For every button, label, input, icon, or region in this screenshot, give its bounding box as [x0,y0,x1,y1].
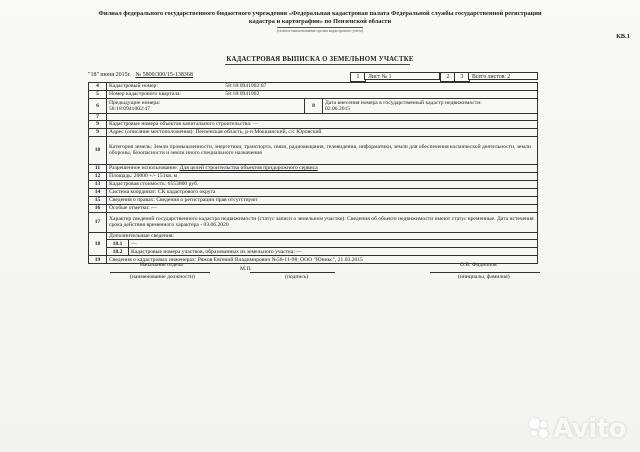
org-name-line1: Филиал федерального государственного бюджетного учреждения «Федеральная кадастровая палата Федеральной службы государственной регистрации [98,10,542,17]
cell-n3: 3 [454,72,470,82]
row-subnumber: 18.2 [107,248,129,256]
row-label: Предыдущие номера: [109,99,161,106]
row-number: 14 [89,188,107,196]
row-number: 10 [89,136,107,164]
sheet-number-label: Лист № [368,74,388,80]
row-label: Разрешенное использование: [109,165,179,172]
land-category-value: Земли промышленности, энергетики, транспорта, связи, радиовещания, телевидения, информатики, земли для обеспечения космической деятельности, земли обороны, безопасности и земли иного специального назначения [109,143,531,157]
row-content [107,180,538,188]
table-row [89,136,538,164]
row-label: Особые отметки: [109,205,150,212]
engineer-info-value: Ряжов Евгений Владимирович №58-11-98, ООО "Юникс", 21.03.2015 [197,256,363,263]
table-row [89,248,538,256]
row-content: Дополнительные сведения: [107,232,538,239]
document-date-number [88,72,193,78]
sheet-number-cell [364,72,440,80]
signatory-position: Начальник отдела [140,262,183,268]
row-label: Характер сведений государственного кадастра недвижимости (статус записи о земельном участке): [109,215,346,222]
table-row [89,204,538,212]
total-sheets-label: Всего листов: [472,74,506,80]
table-row [89,83,538,91]
row-content [107,99,305,114]
table-row [89,121,538,128]
table-row [89,180,538,188]
row-number: 17 [89,212,107,232]
permitted-use-value: Для целей строительства объектов придорожного сервиса [179,165,318,172]
previous-numbers-value: 58:18:0941002:47 [109,106,151,112]
document-top-line [88,72,538,80]
capital-objects-value: — [252,121,259,128]
signature-line [250,272,335,273]
row-content [107,164,538,172]
row-content [107,172,538,180]
row-label: Кадастровый номер: [109,83,158,90]
row-number: 9 [89,128,107,136]
document-title: КАДАСТРОВАЯ ВЫПИСКА О ЗЕМЕЛЬНОМ УЧАСТКЕ [226,56,414,63]
signatory-name: О.В. Фидиппов [460,262,497,268]
table-row [89,232,538,239]
row-number: 18 [89,232,107,255]
row-content: — [129,240,538,248]
table-row [89,196,538,204]
row-number: 16 [89,204,107,212]
position-caption: (наименование должности) [130,274,196,280]
signature-caption: (подпись) [285,274,309,280]
row-number: 11 [89,164,107,172]
table-row [89,114,538,121]
row-label: Система координат: [109,189,157,196]
row-content [129,248,538,256]
row-content [107,121,538,128]
cadastral-value-amount: 6553800 руб. [167,181,199,188]
row-label: Категория земель: [109,143,153,150]
row-label: Кадастровые номера участков, образованных из земельного участка: [131,248,295,255]
document-header [80,10,560,35]
row-number: 5 [89,91,107,99]
row-content [107,114,538,121]
address-value: Пензенская область, р-н Мокшанский, с/с Юровский [195,129,322,136]
row-subnumber: 18.1 [107,240,129,248]
sheet-number-value: 1 [388,74,392,80]
row-number: 19 [89,256,107,264]
total-sheets-value: 2 [507,74,511,80]
table-row [89,188,538,196]
row-number: 9 [89,121,107,128]
table-row [89,91,538,99]
seal-place: М.П. [240,266,252,272]
row-content [323,99,538,114]
area-value: 20000 +/- 151кв. м [133,173,178,180]
table-row [89,240,538,248]
row-label: Кадастровая стоимость: [109,181,167,188]
entry-date-value: 02.06.2015 [325,106,351,112]
special-marks-value: — [151,205,157,212]
row-number: 13 [89,180,107,188]
cadastral-form-table [88,82,538,264]
row-content [107,212,538,232]
row-label: Сведения о правах: [109,197,155,204]
row-number: 15 [89,196,107,204]
rights-info-value: Сведения о регистрации прав отсутствуют [156,197,258,204]
row-number: 4 [89,83,107,91]
table-row [89,128,538,136]
row-content [107,128,538,136]
record-status-value: Сведения об объекте недвижимости имеют статус временные. Дата истечения срока действия временного характера - 03.06.2020 [109,215,534,229]
watermark-text: Avito [553,414,626,444]
quarter-number-value: 58:18:0941002 [225,91,260,98]
table-row [89,172,538,180]
name-line [430,272,540,273]
row-number: 6 [89,99,107,114]
row-content [107,91,538,99]
coordinate-system-value: СК кадастрового округа [157,189,216,196]
table-row [89,164,538,172]
row-label: Адрес (описание местоположения): [109,129,194,136]
document-date: "18" июня 2015г. [88,72,131,78]
total-sheets-cell [468,72,538,80]
position-line [110,272,210,273]
avito-watermark [527,414,626,444]
title-divider [225,64,410,65]
row-label: Номер кадастрового квартала: [109,91,182,98]
row-number: 7 [89,114,107,121]
cell-n2: 2 [440,72,456,82]
document-number: № 5800/300/15-138368 [135,72,193,78]
row-number: 8 [305,99,323,114]
name-caption: (инициалы, фамилия) [458,274,510,280]
row-content [107,136,538,164]
row-label: Площадь: [109,173,133,180]
org-name-line2: кадастра и картографии» по Пензенской области [248,18,392,25]
avito-logo-icon [527,416,551,440]
row-content [107,204,538,212]
row-label: Сведения о кадастровых инженерах: [109,256,197,263]
row-content [107,196,538,204]
form-code: КВ.1 [616,33,630,40]
table-row [89,212,538,232]
derived-parcels-value: — [296,248,302,255]
cell-n1: 1 [350,72,366,82]
org-caption: (полное наименование органа кадастрового учета) [276,28,364,33]
row-label: Кадастровые номера объектов капитального строительства: [109,121,252,128]
row-label: Дата внесения номера в государственный кадастр недвижимости: [325,99,482,106]
table-row [89,99,538,114]
row-content [107,83,538,91]
cadastral-number-value: 58:18:0941002:87 [225,83,267,90]
row-content [107,188,538,196]
row-number: 12 [89,172,107,180]
